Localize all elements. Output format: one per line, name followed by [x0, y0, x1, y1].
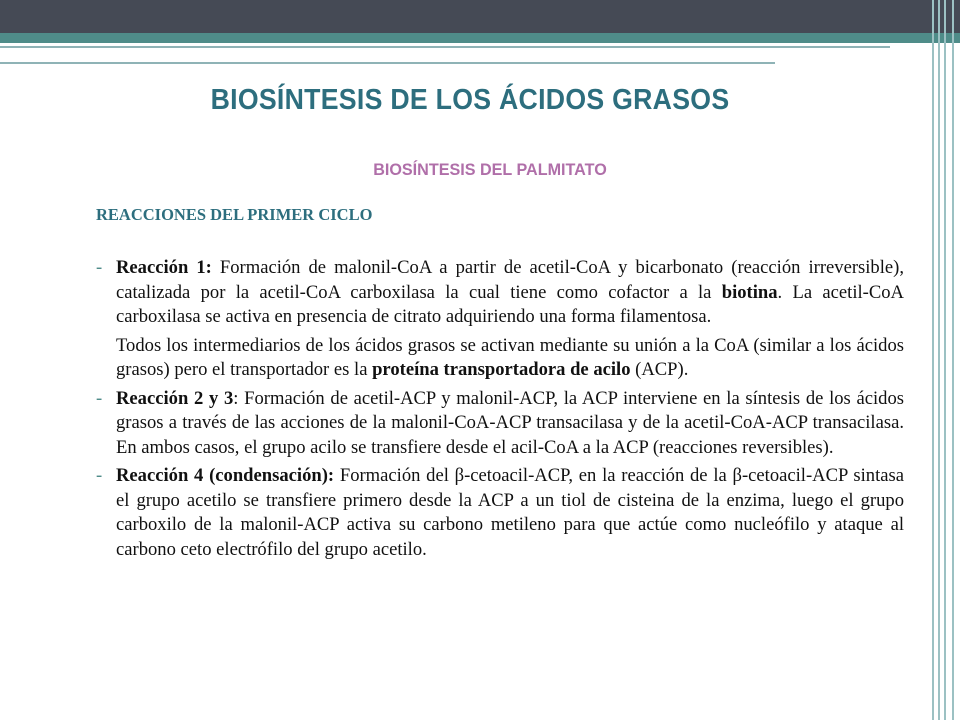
item-lead: Reacción 2 y 3 — [116, 387, 234, 409]
list-item — [96, 256, 904, 330]
item-text: : Formación de acetil-ACP y malonil-ACP, la ACP interviene en la síntesis de los ácidos grasos a través de las acciones de la malonil-CoA-ACP transacilasa y de la acetil-CoA-ACP transacilasa. En ambos casos, el grupo acilo se transfiere desde el acil-CoA a la ACP (reacciones reversibles). — [116, 387, 904, 458]
item-text: . La acetil-CoA carboxilasa se activa en presencia de citrato adquiriendo una forma filamentosa. — [116, 281, 904, 327]
item-text: Formación de malonil-CoA a partir de acetil-CoA y bicarbonato (reacción irreversible), catalizada por la acetil-CoA carboxilasa la cual tiene como cofactor a la — [116, 257, 904, 303]
list-dash: - — [96, 465, 103, 486]
subtitle: BIOSÍNTESIS DEL PALMITATO — [373, 160, 607, 179]
page-title: BIOSÍNTESIS DE LOS ÁCIDOS GRASOS — [210, 84, 730, 116]
item-lead: Reacción 1: — [116, 257, 212, 278]
item-text: (ACP). — [630, 359, 689, 380]
body-text — [96, 256, 904, 566]
item-text: Formación del β-cetoacil-ACP, en la reacción de la β-cetoacil-ACP sintasa el grupo acetilo se transfiere primero desde la ACP a un tiol de cisteina de la enzima, luego el grupo carboxilo de la malonil-ACP activa su carbono metileno para que actúe como nucleófilo y ataque al carbono ceto electrófilo del grupo acetilo. — [116, 465, 904, 560]
item-bold: biotina — [721, 281, 778, 303]
item-text: Todos los intermediarios de los ácidos grasos se activan mediante su unión a la CoA (similar a los ácidos grasos) pero el transportador es la — [116, 334, 904, 380]
section-heading: REACCIONES DEL PRIMER CICLO — [96, 205, 373, 224]
item-bold: proteína transportadora de acilo — [372, 359, 631, 380]
list-item-continuation — [96, 334, 904, 383]
decorative-rule — [0, 46, 890, 48]
decorative-rule — [0, 62, 775, 64]
corner-decoration — [926, 0, 960, 720]
accent-band — [0, 33, 960, 43]
list-item — [96, 464, 904, 562]
list-dash: - — [96, 257, 103, 278]
list-item — [96, 387, 904, 461]
item-lead: Reacción 4 (condensación): — [116, 465, 335, 486]
top-bar — [0, 0, 960, 33]
list-dash: - — [96, 387, 103, 409]
